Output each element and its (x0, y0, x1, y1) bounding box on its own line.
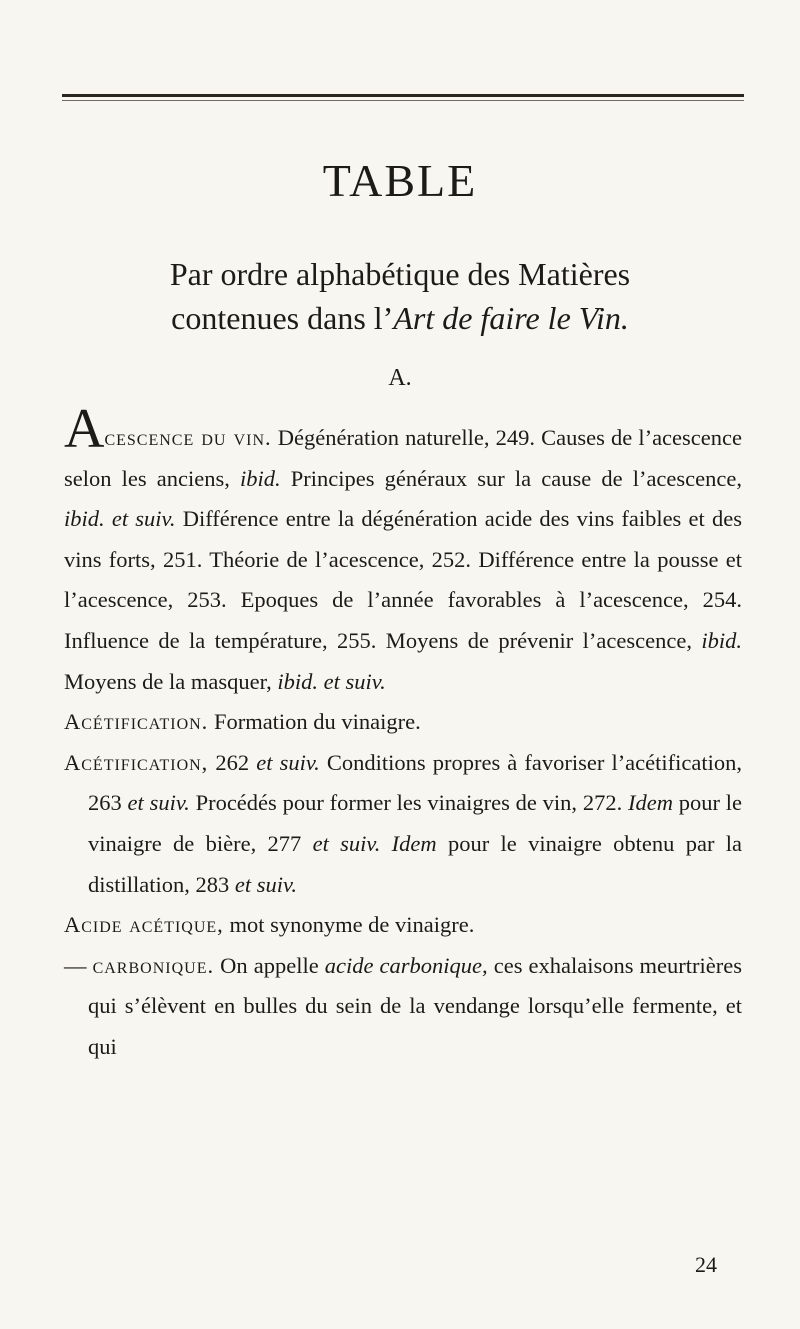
entry-headword: Acétification. (64, 709, 209, 735)
entry-text: pour le vinaigre de bière, 277 (88, 790, 743, 856)
entry-text: Dégénération naturelle, 249. Causes de l’acescence selon les anciens, (64, 425, 742, 491)
index-entry (64, 702, 742, 743)
entry-text: On appelle (214, 952, 325, 978)
page-subtitle (0, 252, 800, 340)
entry-text: Procédés pour former les vinaigres de vin, 272. (189, 790, 628, 816)
entry-headword: Acide acétique, (64, 912, 224, 938)
entry-headword: cescence du vin. (104, 425, 272, 450)
header-rule-thin (62, 100, 744, 101)
entry-text: Formation du vinaigre. (208, 709, 421, 735)
index-entry (64, 398, 742, 702)
entry-text: Différence entre la dégénération acide des vins faibles et des vins forts, 251. Théorie de l’acescence, 252. Différence entre la pousse et l’acescence, 253. Epoques de l’année favorables à l’acescence, 254. Influence de la température, 255. Moyens de prévenir l’acescence, (64, 506, 742, 653)
subtitle-book-title: Art de faire le Vin. (393, 300, 629, 336)
entry-reference-italic: ibid. (239, 465, 281, 491)
drop-cap: A (64, 398, 105, 460)
section-letter-heading: A. (388, 365, 412, 391)
entry-reference-italic: et suiv. (234, 871, 297, 897)
header-rule-thick (62, 94, 744, 97)
entry-dash: — (64, 952, 93, 978)
entry-headword: carbonique. (92, 952, 215, 978)
entry-reference-italic: et suiv. (127, 790, 190, 816)
entry-reference-italic: et suiv. (256, 749, 320, 775)
entry-text: pour le vinaigre obtenu par la distillation, 283 (88, 830, 742, 897)
entry-text: Conditions propres à favoriser l’acétification, 263 (88, 749, 742, 816)
signature-mark: 24 (695, 1252, 717, 1277)
subtitle-line-2-prefix: contenues dans l’ (171, 300, 394, 336)
entry-text: 262 (208, 749, 257, 775)
page-title: TABLE (322, 155, 478, 206)
subtitle-line-2 (0, 296, 800, 340)
entry-reference-italic: Idem (627, 790, 673, 816)
index-entry (64, 743, 742, 905)
entry-headword: Acétification, (64, 749, 209, 775)
entry-text: Moyens de la masquer, (64, 668, 278, 694)
entry-reference-italic: ibid. et suiv. (64, 506, 176, 532)
entry-reference-italic: ibid. et suiv. (277, 668, 386, 694)
entry-text: ces exhalaisons meurtrières qui s’élèvent en bulles du sein de la vendange lorsqu’elle fermente, et qui (88, 952, 743, 1059)
entry-text: Principes généraux sur la cause de l’acescence, (280, 465, 742, 491)
subtitle-line-1: Par ordre alphabétique des Matières (169, 256, 631, 292)
entry-reference-italic: ibid. (701, 627, 742, 653)
index-entry (64, 946, 742, 1068)
entry-reference-italic: et suiv. Idem (312, 830, 437, 856)
index-entry (64, 905, 742, 946)
entry-reference-italic: acide carbonique, (324, 952, 488, 978)
index-entries (64, 398, 743, 1068)
entry-text: mot synonyme de vinaigre. (223, 912, 475, 938)
